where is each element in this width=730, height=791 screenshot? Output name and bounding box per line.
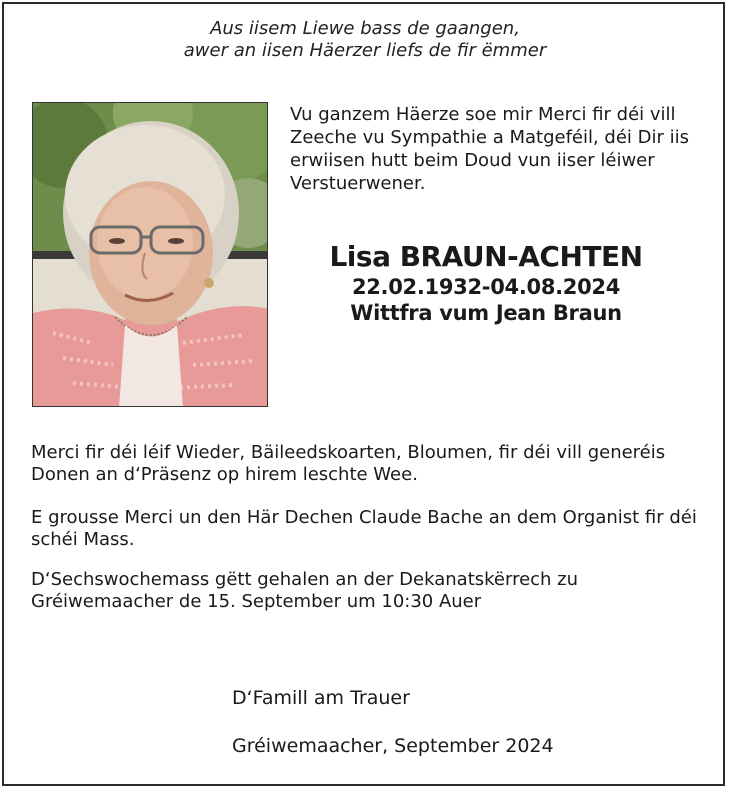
motto [0, 18, 730, 62]
life-dates: 22.02.1932-04.08.2024 [351, 275, 621, 299]
deceased-info [300, 240, 672, 326]
place-and-date: Gréiwemaacher, September 2024 [232, 735, 554, 757]
widow-of: Wittfra vum Jean Braun [350, 301, 622, 325]
paragraph-thanks-condolences: Merci fir déi léif Wieder, Bäileedskoarten, Bloumen, fir déi vill generéis Donen an d‘Präsenz op hirem leschte Wee. [31, 442, 666, 485]
deceased-name: Lisa BRAUN-ACHTEN [329, 240, 643, 273]
portrait-illustration [33, 103, 268, 407]
motto-line-1: Aus iisem Liewe bass de gaangen, [210, 18, 520, 39]
portrait-photo [32, 102, 268, 407]
family-signature: D‘Famill am Trauer [232, 687, 410, 709]
thanks-message: Vu ganzem Häerze soe mir Merci fir déi vill Zeeche vu Sympathie a Matgeféil, déi Dir iis erwiisen hutt beim Doud vun iiser léiwer Verstuerwener. [290, 104, 690, 194]
paragraph-thanks-mass: E grousse Merci un den Här Dechen Claude Bache an dem Organist fir déi schéi Mass. [31, 507, 697, 550]
motto-line-2: awer an iisen Häerzer liefs de fir ëmmer [183, 40, 547, 61]
paragraph-memorial-mass: D‘Sechswochemass gëtt gehalen an der Dekanatskërrech zu Gréiwemaacher de 15. September um 10:30 Auer [31, 569, 579, 612]
